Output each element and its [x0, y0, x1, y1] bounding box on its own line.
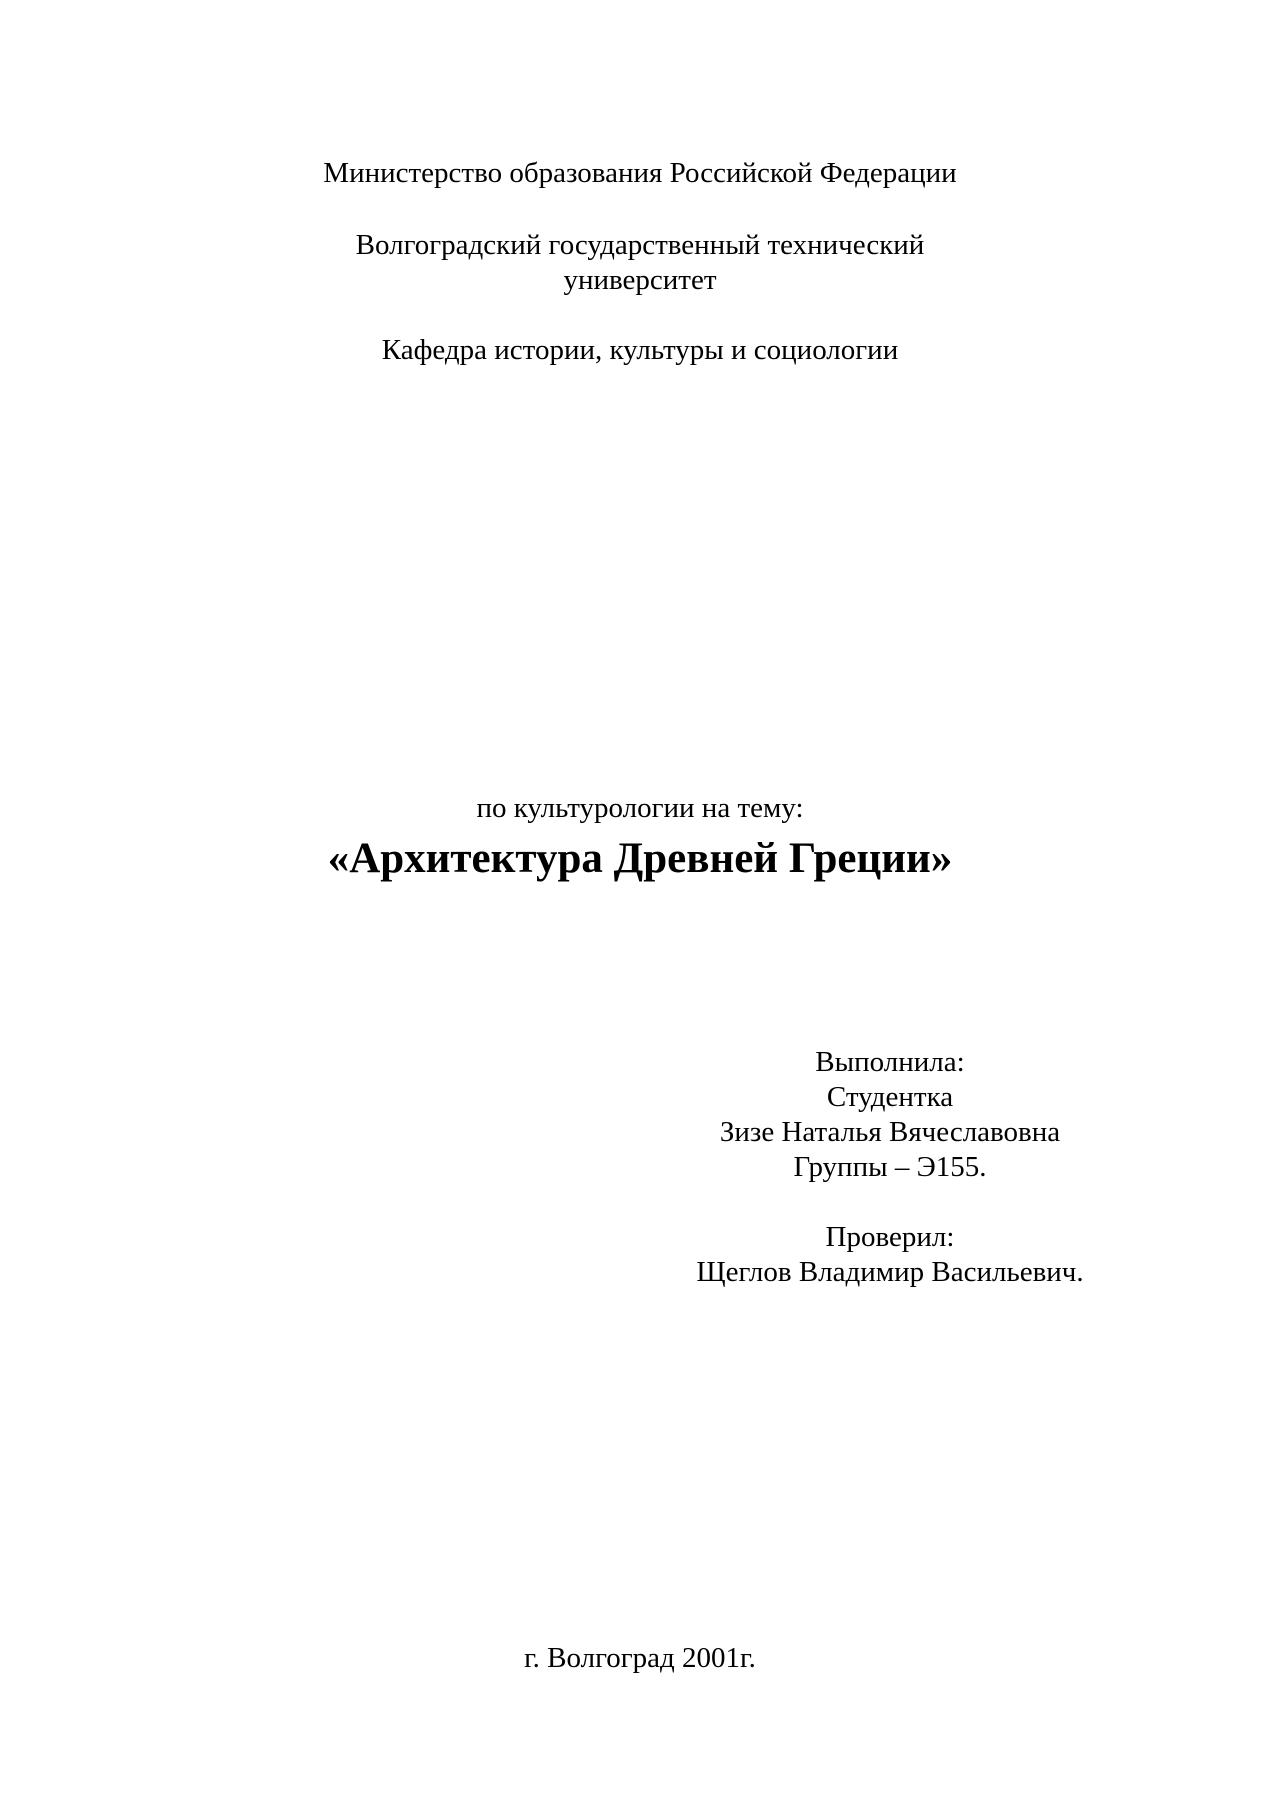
- ministry-heading: Министерство образования Российской Федерации: [323, 157, 957, 189]
- document-title: «Архитектура Древней Греции»: [327, 835, 953, 882]
- university-name-line-2: университет: [563, 264, 717, 296]
- subject-line: по культурологии на тему:: [476, 792, 804, 824]
- university-name-line-1: Волгоградский государственный технический: [355, 229, 925, 261]
- city-year-footer: г. Волгоград 2001г.: [524, 1642, 756, 1674]
- signature-spacer: [690, 1185, 1090, 1220]
- student-group: Группы – Э155.: [793, 1151, 987, 1183]
- student-name: Зизе Наталья Вячеславовна: [719, 1116, 1061, 1148]
- student-role: Студентка: [826, 1081, 954, 1113]
- department-name: Кафедра истории, культуры и социологии: [381, 334, 899, 366]
- checked-label: Проверил:: [825, 1221, 955, 1253]
- performed-label: Выполнила:: [815, 1046, 965, 1078]
- signature-block: [690, 1045, 1090, 1290]
- teacher-name: Щеглов Владимир Васильевич.: [696, 1256, 1084, 1288]
